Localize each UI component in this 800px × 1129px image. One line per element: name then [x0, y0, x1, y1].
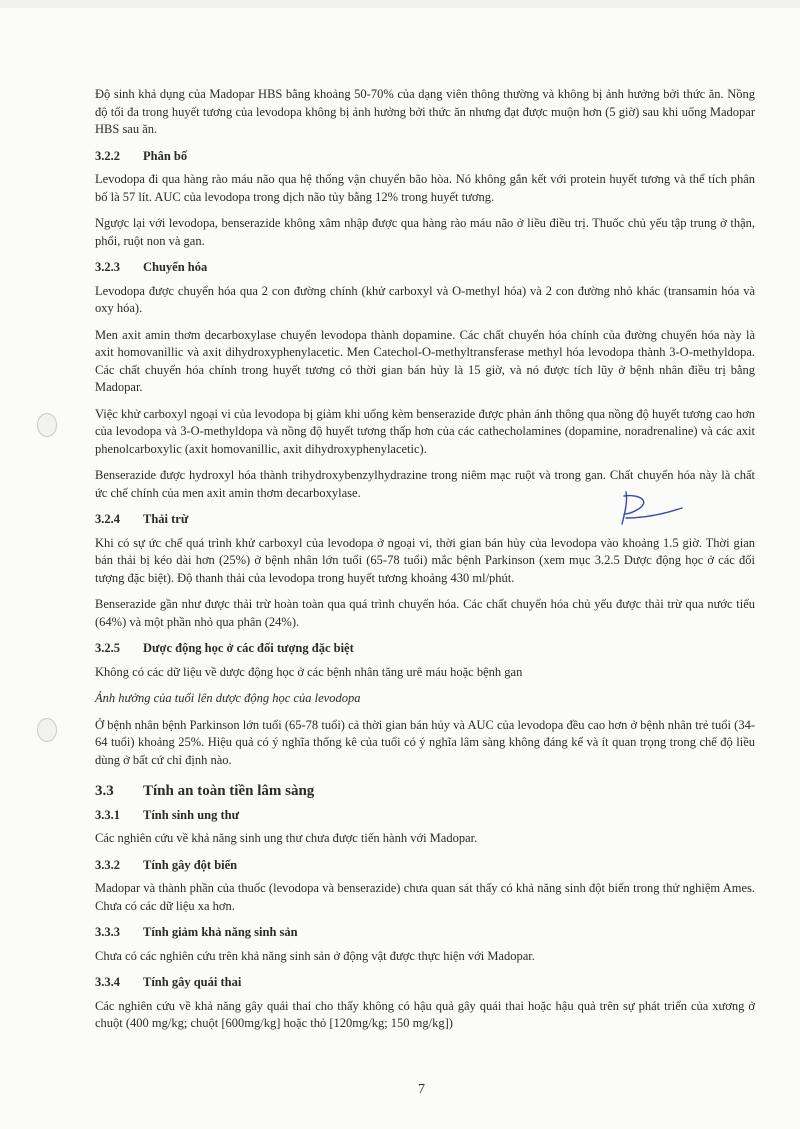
paragraph: Các nghiên cứu về khả năng sinh ung thư chưa được tiến hành với Madopar. — [95, 831, 478, 845]
section-number: 3.3.4 — [95, 975, 120, 989]
section-heading — [95, 924, 755, 942]
page-number: 7 — [418, 1082, 425, 1097]
section-heading — [95, 259, 755, 277]
section-heading — [95, 640, 755, 658]
section-heading — [95, 511, 755, 529]
paragraph: Ngược lại với levodopa, benserazide không xâm nhập được qua hàng rào máu não ở liều điều trị. Thuốc chủ yếu tập trung ở thận, phổi, ruột non và gan. — [95, 216, 755, 248]
section-number: 3.3 — [95, 783, 114, 799]
paragraph: Việc khử carboxyl ngoại vi của levodopa bị giảm khi uống kèm benserazide được phản ánh thông qua nồng độ huyết tương cao hơn của levodopa và 3-O-methyldopa và nồng độ huyết tương thấp hơn của các cathecholamines (dopamine, noradrenaline) và các axit phenolcarboxylic (axit homovanillic, axit dihydroxyphenylacetic). — [95, 406, 755, 456]
section-title: Tính giảm khả năng sinh sản — [143, 925, 298, 939]
section-number: 3.2.3 — [95, 260, 120, 274]
document-body — [95, 86, 755, 1042]
section-number: 3.3.2 — [95, 857, 120, 872]
paragraph: Benserazide được hydroxyl hóa thành trihydroxybenzylhydrazine trong niêm mạc ruột và trong gan. Chất chuyển hóa này là chất ức chế chính của men axit amin thơm decarboxylase. — [95, 468, 755, 500]
section-title: Phân bố — [143, 148, 188, 163]
binder-hole — [37, 413, 57, 437]
paragraph: Không có các dữ liệu về dược động học ở các bệnh nhân tăng urê máu hoặc bệnh gan — [95, 664, 523, 679]
section-title: Tính sinh ung thư — [143, 807, 240, 822]
italic-subheading: Ảnh hưởng của tuổi lên dược động học của levodopa — [95, 691, 361, 705]
section-number: 3.2.5 — [95, 641, 120, 655]
paragraph: Các nghiên cứu về khả năng gây quái thai cho thấy không có hậu quả gây quái thai hoặc hậu quả trên sự phát triển của xương ở chuột (400 mg/kg; chuột [600mg/kg] hoặc thỏ [120mg/kg; 150 mg/kg]) — [95, 998, 755, 1030]
section-heading — [95, 807, 755, 825]
section-heading — [95, 974, 755, 992]
section-title: Tính gây quái thai — [143, 975, 242, 989]
paragraph: Khi có sự ức chế quá trình khử carboxyl của levodopa ở ngoại vi, thời gian bán hủy của levodopa vào khoảng 1.5 giờ. Thời gian bán thải bị kéo dài hơn (25%) ở bệnh nhân lớn tuổi (65-78 tuổi) mắc bệnh Parkinson (xem mục 3.2.5 Dược động học ở các đối tượng đặc biệt). Độ thanh thải của levodopa trong huyết tương khoảng 430 ml/phút. — [95, 535, 755, 585]
section-number: 3.2.2 — [95, 148, 120, 163]
binder-hole — [37, 718, 57, 742]
section-title: Tính gây đột biến — [143, 857, 238, 872]
section-heading — [95, 148, 755, 166]
paragraph: Chưa có các nghiên cứu trên khả năng sinh sản ở động vật được thực hiện với Madopar. — [95, 948, 535, 963]
section-heading-major — [95, 783, 755, 801]
paragraph: Madopar và thành phần của thuốc (levodopa và benserazide) chưa quan sát thấy có khả năng sinh đột biến trong thử nghiệm Ames. Chưa có các dữ liệu xa hơn. — [95, 881, 755, 913]
section-title: Dược động học ở các đối tượng đặc biệt — [143, 641, 354, 655]
section-title: Chuyển hóa — [143, 260, 208, 274]
section-title: Thải trừ — [143, 512, 189, 526]
paragraph: Độ sinh khả dụng của Madopar HBS bằng khoảng 50-70% của dạng viên thông thường và không bị ảnh hưởng bởi thức ăn. Nồng độ tối đa trong huyết tương của levodopa không bị ảnh hưởng bởi thức ăn nhưng đạt được muộn hơn (5 giờ) sau khi uống Madopar HBS sau ăn. — [95, 87, 755, 136]
section-title: Tính an toàn tiền lâm sàng — [143, 783, 315, 799]
section-heading — [95, 857, 755, 875]
paragraph: Benserazide gần như được thải trừ hoàn toàn qua quá trình chuyển hóa. Các chất chuyển hóa chủ yếu được thải trừ qua nước tiểu (64%) và một phần nhỏ qua phân (24%). — [95, 597, 755, 629]
paragraph: Men axit amin thơm decarboxylase chuyển levodopa thành dopamine. Các chất chuyển hóa chính của đường chuyển hóa này là axit homovanillic và axit dihydroxyphenylacetic. Men Catechol-O-methyltransferase methyl hóa levodopa thành 3-O-methyldopa. Các chất chuyển hóa chính trong huyết tương có thời gian bán hủy là 15 giờ, và nó được tích lũy ở bệnh nhân điều trị bằng Madopar. — [95, 327, 755, 394]
paragraph: Ở bệnh nhân bệnh Parkinson lớn tuổi (65-78 tuổi) cả thời gian bán hủy và AUC của levodopa đều cao hơn ở bệnh nhân trẻ tuổi (34-64 tuổi) khoảng 25%. Hiệu quả có ý nghĩa thống kê của tuổi có ý nghĩa lâm sàng không đáng kể và ít quan trọng trong chế độ liều dùng ở bất cứ chỉ định nào. — [95, 717, 755, 767]
paragraph: Levodopa đi qua hàng rào máu não qua hệ thống vận chuyển bão hòa. Nó không gắn kết với protein huyết tương và thể tích phân bố là 57 lít. AUC của levodopa trong dịch não tủy bằng 12% trong huyết tương. — [95, 172, 755, 204]
section-number: 3.3.1 — [95, 807, 120, 822]
scan-top-edge — [0, 0, 800, 8]
paragraph: Levodopa được chuyển hóa qua 2 con đường chính (khử carboxyl và O-methyl hóa) và 2 con đường nhỏ khác (transamin hóa và oxy hóa). — [95, 283, 755, 315]
section-number: 3.2.4 — [95, 512, 120, 526]
section-number: 3.3.3 — [95, 925, 120, 939]
